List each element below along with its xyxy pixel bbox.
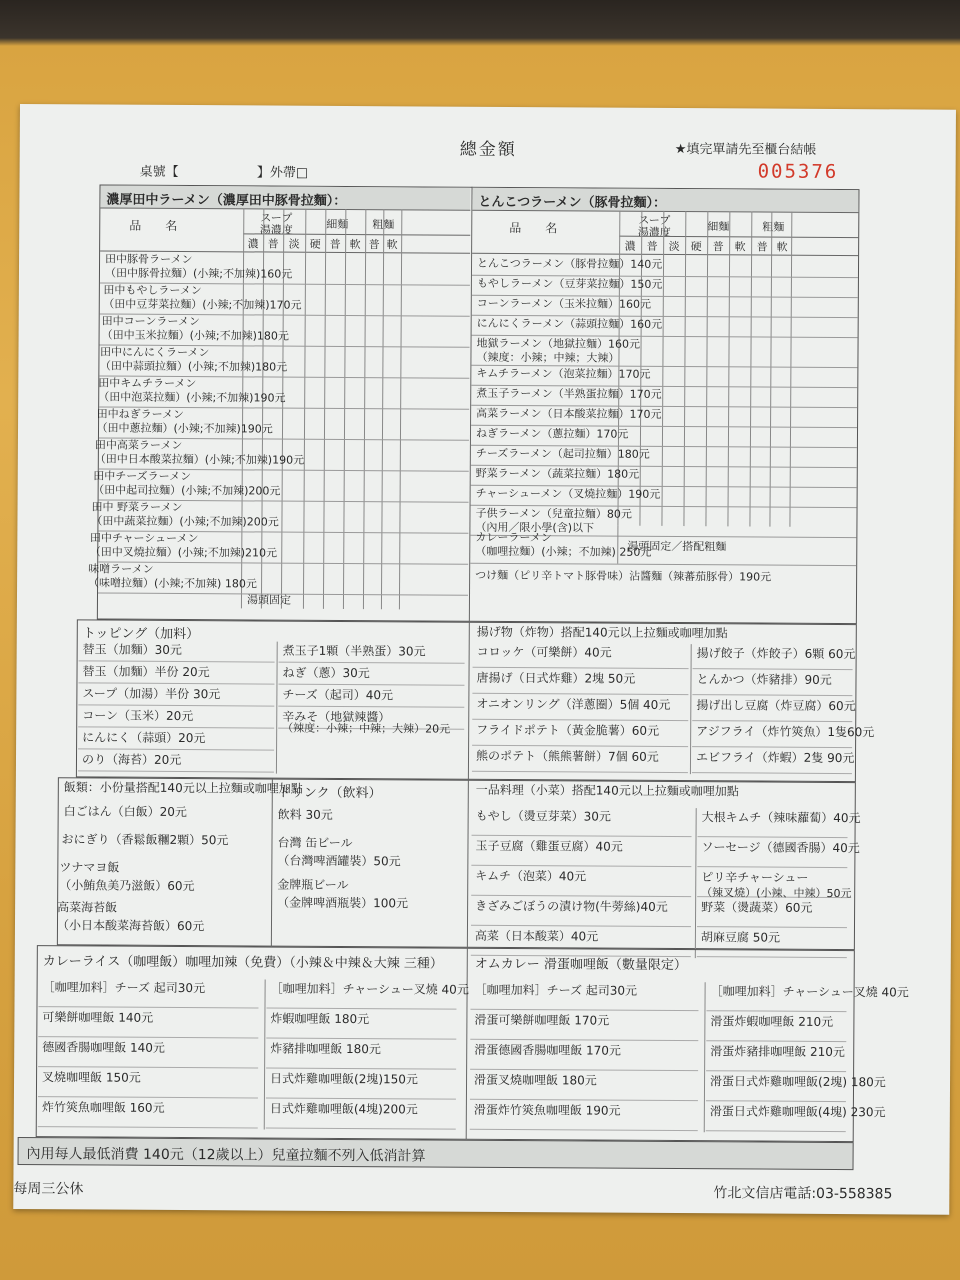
- topping-item-left[interactable]: にんにく（蒜頭）20元: [82, 730, 206, 746]
- sub-col-4: 普: [329, 237, 341, 251]
- sub-col-5: 軟: [349, 238, 361, 252]
- minimum-charge-note: 內用每人最低消費 140元（12歲以上）兒童拉麵不列入低消計算: [18, 1137, 854, 1170]
- drink-item[interactable]: 台灣 缶ビール: [277, 835, 353, 851]
- omu-item-left[interactable]: 滑蛋德國香腸咖哩飯 170元: [474, 1042, 622, 1058]
- right-ramen-title: とんこつラーメン（豚骨拉麵）：: [472, 188, 858, 212]
- checkout-notice: ★填完單請先至櫃台結帳: [674, 142, 817, 158]
- menu-item-left-ramen-detail: （味噌拉麵）(小辣;不加辣) 180元: [88, 576, 257, 591]
- topping-item-right[interactable]: 煮玉子1顆（半熟蛋）30元: [282, 643, 426, 659]
- menu-item-right-ramen[interactable]: 地獄ラーメン（地獄拉麵）160元: [476, 336, 641, 351]
- curry-item-right[interactable]: ［咖哩加料］チャーシュー叉燒 40元: [270, 981, 469, 997]
- menu-item-left-ramen-detail: （田中豚骨拉麵）(小辣;不加辣)160元: [104, 266, 293, 281]
- menu-item-left-ramen-detail: （田中日本酸菜拉麵）(小辣;不加辣)190元: [94, 452, 305, 467]
- curry-item-left[interactable]: 叉燒咖哩飯 150元: [42, 1070, 141, 1085]
- curry-item-left[interactable]: ［咖哩加料］チーズ 起司30元: [42, 980, 206, 996]
- table-label: 桌號【: [139, 164, 179, 180]
- topping-item-left[interactable]: コーン（玉米）20元: [82, 708, 194, 724]
- side-item-right[interactable]: ソーセージ（德國香腸）40元: [701, 840, 860, 856]
- fried-item-left[interactable]: 唐揚げ（日式炸雞）2塊 50元: [476, 670, 636, 686]
- sub-col-0: 濃: [624, 239, 636, 253]
- curry-item-right[interactable]: 日式炸雞咖哩飯(4塊)200元: [269, 1101, 418, 1117]
- menu-item-curry-ramen[interactable]: カレーラーメン: [475, 530, 552, 545]
- fried-item-right[interactable]: エビフライ（炸蝦）2隻 90元: [695, 750, 855, 766]
- menu-item-right-ramen[interactable]: とんこつラーメン（豚骨拉麵）140元: [476, 256, 663, 271]
- sub-col-3: 硬: [690, 240, 702, 254]
- menu-item-left-ramen[interactable]: 田中 野菜ラーメン: [91, 500, 183, 514]
- menu-item-left-ramen[interactable]: 田中コーンラーメン: [101, 314, 200, 329]
- menu-item-left-ramen-detail: （田中蒜頭拉麵）(小辣;不加辣)180元: [99, 359, 288, 374]
- menu-item-left-ramen[interactable]: 田中チャーシューメン: [89, 531, 199, 546]
- menu-item-right-ramen[interactable]: もやしラーメン（豆芽菜拉麵）150元: [476, 276, 663, 291]
- col-soup: スープ: [260, 211, 293, 225]
- fried-item-left[interactable]: オニオンリング（洋蔥圈）5個 40元: [476, 696, 671, 712]
- menu-item-right-ramen[interactable]: 煮玉子ラーメン（半熟蛋拉麵）170元: [476, 386, 662, 401]
- side-spicy-note: （辣叉燒）(小辣、中辣）50元: [701, 886, 852, 901]
- topping-item-right[interactable]: ねぎ（蔥）30元: [282, 665, 370, 681]
- omu-item-left[interactable]: 滑蛋叉燒咖哩飯 180元: [474, 1072, 597, 1088]
- rice-item[interactable]: 高菜海苔飯: [57, 900, 118, 915]
- rice-item-detail: （小日本酸菜海苔飯）60元: [56, 918, 205, 934]
- menu-item-left-ramen-detail: （田中蔬菜拉麵）(小辣;不加辣)200元: [91, 514, 279, 529]
- order-number: 005376: [757, 160, 839, 183]
- menu-item-left-ramen-detail: （田中叉燒拉麵）(小辣;不加辣)210元: [89, 545, 278, 560]
- menu-item-right-ramen-detail: （內用／限小學(含)以下: [475, 520, 595, 535]
- rice-title: 飯類：小份量搭配140元以上拉麵或咖哩加點: [63, 780, 303, 796]
- menu-item-right-ramen[interactable]: キムチラーメン（泡菜拉麵）170元: [476, 366, 651, 381]
- menu-item-right-ramen[interactable]: チーズラーメン（起司拉麵）180元: [475, 446, 650, 461]
- curry-ramen-note: 湯頭固定／搭配粗麵: [627, 539, 727, 554]
- fried-item-left[interactable]: 熊のポテト（熊熊薯餅）7個 60元: [475, 748, 659, 764]
- menu-item-left-ramen-detail: （田中豆芽菜拉麵）(小辣;不加辣)170元: [103, 297, 302, 312]
- sub-col-5: 軟: [734, 240, 746, 254]
- omu-item-left[interactable]: ［咖哩加料］チーズ 起司30元: [474, 982, 638, 998]
- side-item-left[interactable]: きざみごぼうの漬け物(牛蒡絲)40元: [475, 898, 668, 914]
- col-thin: 細麵: [326, 217, 349, 232]
- drink-item-detail: （金牌啤酒瓶裝）100元: [277, 895, 409, 911]
- omu-item-left[interactable]: 滑蛋炸竹筴魚咖哩飯 190元: [473, 1102, 621, 1118]
- curry-item-left[interactable]: 炸竹筴魚咖哩飯 160元: [41, 1100, 165, 1115]
- store-phone: 竹北文信店電話:03-558385: [713, 1185, 893, 1203]
- curry-item-left[interactable]: 可樂餅咖哩飯 140元: [42, 1010, 154, 1025]
- sub-col-4: 普: [712, 240, 724, 254]
- omu-curry-title: オムカレー 滑蛋咖哩飯（數量限定）: [474, 956, 687, 974]
- menu-item-left-ramen-detail: （田中起司拉麵）(小辣;不加辣)200元: [93, 483, 281, 498]
- sub-col-3: 硬: [309, 237, 321, 251]
- col-soup2: 湯濃度: [637, 225, 671, 239]
- menu-item-left-ramen[interactable]: 田中高菜ラーメン: [94, 438, 183, 452]
- rice-item[interactable]: おにぎり（香鬆飯糰2顆）50元: [61, 832, 229, 848]
- menu-item-right-ramen[interactable]: 高菜ラーメン（日本酸菜拉麵）170元: [476, 406, 662, 421]
- sub-col-1: 普: [646, 239, 658, 253]
- sub-col-1: 普: [267, 237, 279, 251]
- fried-item-right[interactable]: とんかつ（炸豬排）90元: [696, 672, 832, 687]
- side-item-right[interactable]: 大根キムチ（辣味蘿蔔）40元: [701, 810, 861, 826]
- col-name: 品 名: [509, 220, 558, 236]
- rice-item-detail: （小鮪魚美乃滋飯）60元: [59, 878, 195, 894]
- drink-item[interactable]: 金牌瓶ビール: [277, 877, 349, 893]
- side-item-left[interactable]: キムチ（泡菜）40元: [475, 868, 587, 884]
- sub-col-0: 濃: [247, 237, 259, 251]
- topping-item-left[interactable]: スープ（加湯）半份 30元: [82, 686, 221, 702]
- menu-item-left-ramen-detail: （田中蔥拉麵）(小辣;不加辣)190元: [96, 421, 273, 436]
- omu-item-right[interactable]: ［咖哩加料］チャーシュー叉燒 40元: [710, 984, 909, 1000]
- curry-item-right[interactable]: 炸蝦咖哩飯 180元: [270, 1011, 370, 1027]
- drink-title: ドリンク（飲料）: [277, 785, 382, 802]
- topping-item-left[interactable]: のり（海苔）20元: [81, 752, 182, 767]
- omu-item-right[interactable]: 滑蛋炸蝦咖哩飯 210元: [710, 1014, 834, 1029]
- menu-item-left-ramen[interactable]: 田中キムチラーメン: [98, 376, 197, 391]
- col-soup2: 湯濃度: [259, 223, 293, 237]
- sub-col-7: 軟: [386, 238, 398, 252]
- fried-item-right[interactable]: 揚げ餃子（炸餃子）6顆 60元: [696, 646, 856, 662]
- total-amount-title: 總金額: [459, 139, 517, 161]
- menu-item-left-ramen-detail: （田中玉米拉麵）(小辣;不加辣)180元: [101, 328, 289, 343]
- menu-item-right-ramen[interactable]: ねぎラーメン（蔥拉麵）170元: [475, 426, 629, 441]
- topping-item-right[interactable]: チーズ（起司）40元: [282, 687, 394, 703]
- col-thick: 粗麵: [372, 218, 395, 232]
- sub-col-2: 淡: [288, 237, 300, 251]
- topping-item-left[interactable]: 替玉（加麵）半份 20元: [82, 664, 210, 680]
- menu-item-right-ramen[interactable]: にんにくラーメン（蒜頭拉麵）160元: [476, 316, 663, 331]
- omu-item-right[interactable]: 滑蛋炸豬排咖哩飯 210元: [710, 1044, 846, 1060]
- menu-item-left-ramen-detail: （田中泡菜拉麵）(小辣;不加辣)190元: [98, 390, 286, 405]
- omu-item-left[interactable]: 滑蛋可樂餅咖哩飯 170元: [474, 1012, 610, 1028]
- menu-item-left-ramen[interactable]: 田中豚骨ラーメン: [105, 252, 193, 267]
- takeout-checkbox-label: 】外帶□: [256, 165, 309, 181]
- menu-item-left-ramen[interactable]: 田中ねぎラーメン: [96, 407, 185, 422]
- fried-item-left[interactable]: フライドポテト（黃金脆薯）60元: [476, 722, 660, 738]
- menu-item-left-ramen[interactable]: 田中もやしラーメン: [103, 283, 202, 298]
- rice-item[interactable]: 白ごはん（白飯）20元: [63, 804, 188, 820]
- curry-title: カレーライス（咖哩飯）咖哩加辣（免費）（小辣＆中辣＆大辣 三種）: [42, 954, 443, 972]
- menu-item-left-ramen[interactable]: 田中にんにくラーメン: [99, 345, 210, 360]
- fried-item-right[interactable]: アジフライ（炸竹筴魚）1隻60元: [696, 724, 875, 740]
- side-item-left[interactable]: もやし（燙豆芽菜）30元: [475, 808, 611, 824]
- closed-day-note: 每周三公休: [13, 1180, 84, 1198]
- col-thin: 細麵: [707, 220, 730, 234]
- omu-item-right[interactable]: 滑蛋日式炸雞咖哩飯(4塊) 230元: [709, 1104, 886, 1120]
- menu-item-curry-ramen-detail: （咖哩拉麵）(小辣；不加辣) 250元: [475, 544, 652, 559]
- menu-item-right-ramen[interactable]: コーンラーメン（玉米拉麵）160元: [476, 296, 652, 311]
- menu-item-right-ramen[interactable]: 子供ラーメン（兒童拉麵）80元: [475, 506, 632, 521]
- curry-item-right[interactable]: 炸豬排咖哩飯 180元: [270, 1041, 382, 1057]
- drink-item-detail: （台灣啤酒罐裝）50元: [277, 853, 401, 869]
- topping-item-right[interactable]: 辛みそ（地獄辣醬）: [282, 709, 391, 725]
- side-item-left[interactable]: 玉子豆腐（雞蛋豆腐）40元: [475, 838, 623, 854]
- sub-col-2: 淡: [668, 239, 680, 254]
- menu-item-right-ramen-detail: （辣度：小辣；中辣；大辣）: [476, 350, 620, 365]
- left-ramen-title: 濃厚田中ラーメン（濃厚田中豚骨拉麵）：: [100, 185, 470, 209]
- drink-item[interactable]: 飲料 30元: [277, 807, 333, 822]
- menu-item-right-ramen[interactable]: 野菜ラーメン（蔬菜拉麵）180元: [475, 466, 640, 481]
- sub-col-7: 軟: [776, 240, 788, 254]
- side-item-right[interactable]: 野菜（燙蔬菜）60元: [701, 900, 813, 915]
- col-soup: スープ: [638, 213, 671, 227]
- curry-item-left[interactable]: 德國香腸咖哩飯 140元: [42, 1040, 166, 1055]
- curry-item-right[interactable]: 日式炸雞咖哩飯(2塊)150元: [270, 1071, 418, 1087]
- fried-item-left[interactable]: コロッケ（可樂餅）40元: [476, 644, 612, 660]
- table-number-field[interactable]: [140, 161, 309, 181]
- fixed-soup-note: 湯頭固定: [246, 593, 292, 607]
- rice-item[interactable]: ツナマヨ飯: [59, 860, 120, 875]
- fried-item-right[interactable]: 揚げ出し豆腐（炸豆腐）60元: [696, 698, 856, 714]
- sub-col-6: 普: [756, 240, 768, 254]
- topping-item-left[interactable]: 替玉（加麵）30元: [82, 642, 182, 657]
- menu-item-left-ramen[interactable]: 味噌ラーメン: [88, 562, 154, 576]
- menu-item-left-ramen[interactable]: 田中チーズラーメン: [93, 469, 192, 484]
- sub-col-6: 普: [368, 238, 380, 252]
- topping-spicy-note: （辣度：小辣；中辣；大辣）20元: [282, 721, 451, 736]
- side-title: 一品料理（小菜）搭配140元以上拉麵或咖哩加點: [475, 782, 739, 799]
- menu-item-right-ramen[interactable]: チャーシューメン（叉燒拉麵）190元: [475, 486, 661, 501]
- side-item-right[interactable]: ピリ辛チャーシュー: [701, 870, 809, 885]
- omu-item-right[interactable]: 滑蛋日式炸雞咖哩飯(2塊) 180元: [710, 1074, 886, 1090]
- order-sheet: [13, 104, 956, 1215]
- topping-title: トッピング（加料）: [82, 626, 200, 643]
- col-name: 品 名: [129, 218, 178, 233]
- menu-item-tsukemen[interactable]: つけ麵（ピリ辛トマト豚骨味）沾醬麵（辣蕃茄豚骨）190元: [475, 568, 772, 584]
- side-item-left[interactable]: 高菜（日本酸菜）40元: [474, 928, 599, 944]
- fried-title: 揚げ物（炸物）搭配140元以上拉麵或咖哩加點: [476, 624, 728, 641]
- side-item-right[interactable]: 胡麻豆腐 50元: [700, 930, 781, 945]
- col-thick: 粗麵: [762, 220, 785, 234]
